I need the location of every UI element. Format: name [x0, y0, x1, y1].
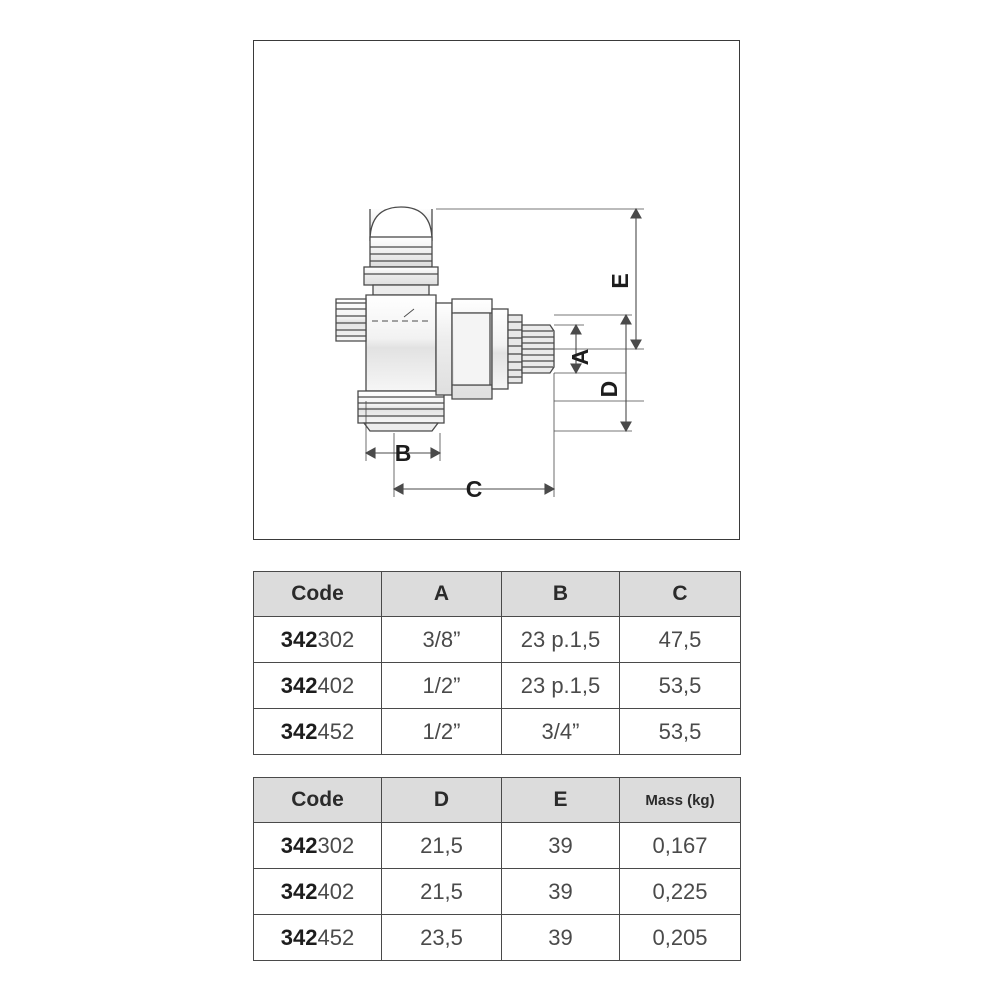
code-suffix: 402: [317, 672, 355, 698]
cell-mass: 0,205: [620, 915, 741, 961]
cell-a: 1/2”: [382, 709, 502, 755]
cell-e: 39: [502, 915, 620, 961]
table-row: [254, 869, 741, 915]
code-suffix: 302: [317, 832, 355, 858]
cell-d: 21,5: [382, 823, 502, 869]
cell-d: 21,5: [382, 869, 502, 915]
dimension-label-d: D: [596, 380, 622, 398]
table-header-row: [254, 778, 741, 823]
dimension-label-b: B: [394, 440, 412, 466]
table-row: [254, 915, 741, 961]
valve-drawing: [254, 41, 739, 539]
cell-c: 47,5: [620, 617, 741, 663]
column-header-d: D: [382, 778, 502, 823]
dimension-label-a: A: [567, 348, 593, 366]
column-header-mass: Mass (kg): [620, 778, 741, 823]
table-row: [254, 617, 741, 663]
table-header-row: [254, 572, 741, 617]
valve-body-group: [336, 207, 554, 431]
cell-b: 23 p.1,5: [502, 617, 620, 663]
cell-b: 23 p.1,5: [502, 663, 620, 709]
code-prefix: 342: [280, 718, 318, 744]
cell-c: 53,5: [620, 663, 741, 709]
cell-code: [254, 709, 382, 755]
cell-d: 23,5: [382, 915, 502, 961]
column-header-code: Code: [254, 572, 382, 617]
code-prefix: 342: [280, 924, 318, 950]
cell-c: 53,5: [620, 709, 741, 755]
cell-e: 39: [502, 823, 620, 869]
cell-code: [254, 823, 382, 869]
table-row: [254, 823, 741, 869]
column-header-e: E: [502, 778, 620, 823]
table-row: [254, 663, 741, 709]
code-prefix: 342: [280, 626, 318, 652]
column-header-a: A: [382, 572, 502, 617]
cell-code: [254, 869, 382, 915]
code-prefix: 342: [280, 672, 318, 698]
dimensions-table-de: [253, 777, 741, 961]
column-header-b: B: [502, 572, 620, 617]
cell-mass: 0,167: [620, 823, 741, 869]
code-prefix: 342: [280, 832, 318, 858]
technical-drawing-panel: [253, 40, 740, 540]
dimension-label-e: E: [607, 273, 633, 289]
cell-a: 1/2”: [382, 663, 502, 709]
cell-mass: 0,225: [620, 869, 741, 915]
code-suffix: 452: [317, 718, 355, 744]
dimensions-table-abc: [253, 571, 741, 755]
column-header-c: C: [620, 572, 741, 617]
cell-b: 3/4”: [502, 709, 620, 755]
column-header-code: Code: [254, 778, 382, 823]
table-row: [254, 709, 741, 755]
cell-a: 3/8”: [382, 617, 502, 663]
code-prefix: 342: [280, 878, 318, 904]
cell-code: [254, 663, 382, 709]
code-suffix: 452: [317, 924, 355, 950]
cell-code: [254, 617, 382, 663]
code-suffix: 402: [317, 878, 355, 904]
dimension-label-c: C: [465, 476, 483, 502]
code-suffix: 302: [317, 626, 355, 652]
cell-e: 39: [502, 869, 620, 915]
cell-code: [254, 915, 382, 961]
